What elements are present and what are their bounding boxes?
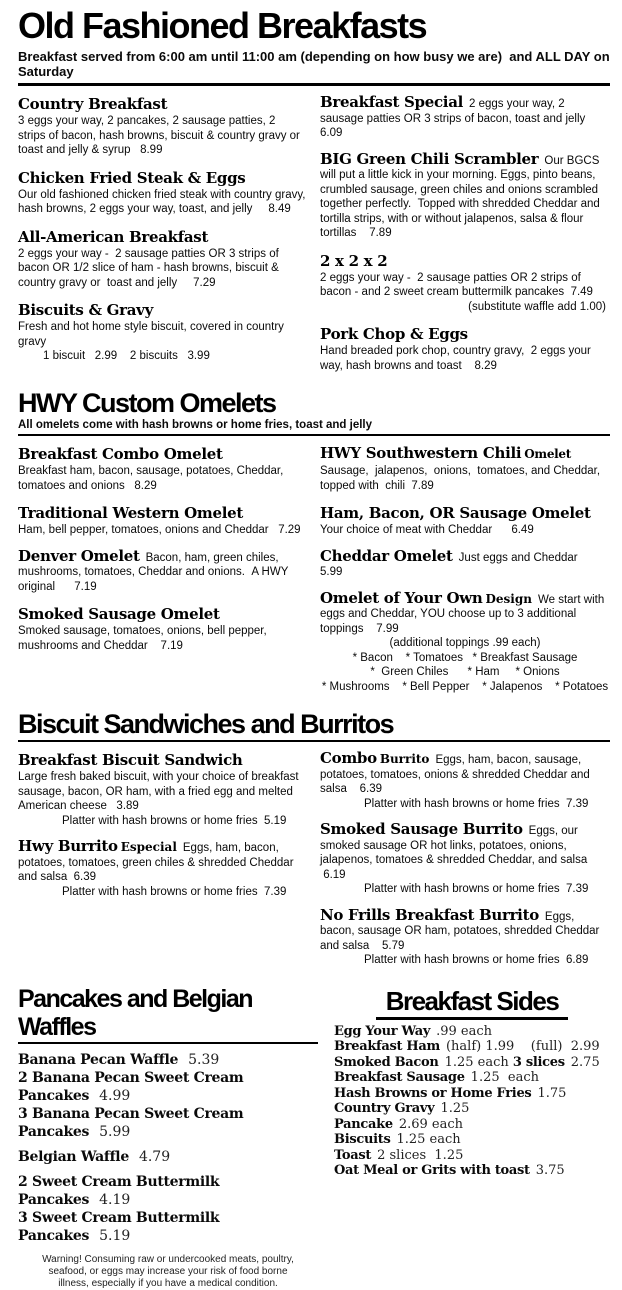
menu-item-breakfast-combo-omelet (18, 445, 306, 493)
omelets-section-subtitle: All omelets come with hash browns or home fries, toast and jelly (18, 419, 373, 431)
pancakes-section-title: Pancakes and Belgian Waffles (18, 984, 253, 1041)
item-desc: Bacon, ham, green chiles, mushrooms, tomatoes, Cheddar and onions. A HWY original 7.19 (18, 551, 289, 593)
health-warning: Warning! Consuming raw or undercooked meats, poultry, seafood, or eggs may increase your risk of food borne illness, especially if you have a medical condition. (42, 1253, 294, 1289)
section-divider (18, 83, 610, 86)
menu-item-denver-omelet (18, 546, 306, 595)
item-desc: Just eggs and Cheddar 5.99 (320, 551, 588, 578)
menu-item-chicken-fried-steak (18, 169, 306, 217)
item-desc: 2 eggs your way - 2 sausage patties OR 3 strips of bacon OR 1/2 slice of ham - hash browns, biscuit & country gravy or toast and jelly 7.29 (18, 247, 279, 289)
bottom-columns (18, 985, 610, 1290)
menu-item-southwestern-chili-omelet (320, 445, 610, 493)
page-tagline: Breakfast served from 6:00 am until 11:00 am (depending on how busy we are) and ALL DAY on Saturday (18, 49, 610, 79)
item-title-small: Omelet (524, 447, 572, 461)
item-desc: Smoked sausage, tomatoes, onions, bell pepper, mushrooms and Cheddar 7.19 (18, 625, 267, 652)
item-title: Country Breakfast (18, 95, 168, 113)
list-item (334, 1055, 610, 1071)
item-title: Smoked Sausage Omelet (18, 605, 220, 623)
item-price: (half) 1.99 (full) 2.99 (445, 1039, 600, 1054)
item-price-line: 1 biscuit 2.99 2 biscuits 3.99 (43, 350, 210, 362)
list-item (18, 1148, 318, 1166)
item-name: Belgian Waffle (18, 1148, 129, 1165)
item-name: 3 Sweet Cream Buttermilk Pancakes (18, 1209, 220, 1244)
item-text (320, 546, 610, 580)
list-item (18, 1069, 318, 1105)
item-title: Cheddar Omelet (320, 546, 453, 565)
item-platter: Platter with hash browns or home fries 7.39 (364, 883, 589, 895)
item-desc: 2 eggs your way, 2 sausage patties OR 3 strips of bacon, toast and jelly 6.09 (320, 98, 592, 139)
item-desc: Hand breaded pork chop, country gravy, 2 eggs your way, hash browns and toast 8.29 (320, 345, 591, 372)
item-desc: Large fresh baked biscuit, with your choice of breakfast sausage, bacon, OR ham, with a fried egg and melted American cheese 3.89 (18, 771, 299, 812)
item-name: Biscuits (334, 1132, 391, 1147)
item-title-row (320, 445, 610, 463)
sandwiches-columns (18, 751, 610, 979)
item-text (320, 95, 610, 141)
item-title: Smoked Sausage Burrito (320, 820, 523, 838)
item-desc: Eggs, ham, bacon, sausage, potatoes, tomatoes, onions & shredded Cheddar and salsa 6.39 (320, 754, 590, 795)
item-text (320, 751, 610, 797)
item-desc: Your choice of meat with Cheddar 6.49 (320, 524, 534, 536)
item-title: No Frills Breakfast Burrito (320, 905, 539, 924)
item-platter: Platter with hash browns or home fries 7.39 (62, 885, 287, 898)
item-price: 4.79 (138, 1148, 171, 1165)
menu-item-combo-burrito (320, 751, 610, 811)
item-price: 1.25 each (470, 1070, 539, 1085)
item-desc: Our old fashioned chicken fried steak with country gravy, hash browns, 2 eggs your way, toast, and jelly 8.49 (18, 188, 306, 215)
menu-item-no-frills-burrito (320, 905, 610, 968)
item-price: 1.25 (440, 1101, 470, 1116)
item-title: Breakfast Biscuit Sandwich (18, 751, 243, 769)
item-platter: Platter with hash browns or home fries 6.89 (364, 954, 589, 966)
menu-item-cheddar-omelet (320, 546, 610, 580)
item-title: Breakfast Combo Omelet (18, 445, 223, 463)
menu-item-ham-bacon-sausage-omelet (320, 504, 610, 538)
item-title-small: Burrito (379, 752, 430, 766)
sandwiches-section-title: Biscuit Sandwiches and Burritos (18, 709, 394, 739)
item-name: Country Gravy (334, 1101, 435, 1116)
list-item (334, 1148, 610, 1164)
menu-item-smoked-sausage-omelet (18, 605, 306, 653)
item-price: 3.75 (535, 1163, 565, 1178)
item-title: Denver Omelet (18, 546, 140, 565)
item-title-small: Especial (120, 840, 177, 854)
item-title: Pork Chop & Eggs (320, 325, 468, 343)
item-price: 2.69 each (398, 1116, 464, 1132)
breakfasts-left-column (18, 95, 306, 384)
item-name: Breakfast Ham (334, 1039, 440, 1054)
item-price: .99 each (436, 1023, 493, 1039)
item-name: 2 Banana Pecan Sweet Cream Pancakes (18, 1069, 244, 1104)
item-platter: Platter with hash browns or home fries 7.39 (364, 797, 589, 810)
item-text (320, 822, 610, 882)
list-item (334, 1132, 610, 1148)
list-item (334, 1086, 610, 1102)
item-title: Breakfast Special (320, 93, 464, 111)
item-desc: Our BGCS will put a little kick in your morning. Eggs, pinto beans, crumbled sausage, green chiles and onions scrambled together perfectly. Topped with shredded Cheddar and tortilla strips, with or without jalapenos, salsa & flour tortillas 7.89 (320, 154, 600, 239)
menu-item-traditional-western-omelet (18, 504, 306, 538)
toppings-line-3: * Mushrooms * Bell Pepper * Jalapenos * Potatoes (321, 680, 609, 693)
item-price: 1.75 (537, 1085, 567, 1101)
item-title-small: Design (485, 591, 532, 606)
omelets-right-column (320, 445, 610, 705)
menu-item-breakfast-biscuit-sandwich (18, 751, 306, 828)
menu-item-smoked-sausage-burrito (320, 822, 610, 897)
item-desc: We start with eggs and Cheddar, YOU choose up to 3 additional toppings 7.99 (320, 593, 605, 635)
item-desc: Eggs, bacon, sausage OR ham, potatoes, shredded Cheddar and salsa 5.79 (320, 910, 600, 952)
menu-item-country-breakfast (18, 95, 306, 158)
toppings-line-2: * Green Chiles * Ham * Onions (370, 666, 560, 678)
item-title: Omelet of Your Own (320, 588, 483, 607)
item-desc: Fresh and hot home style biscuit, covered in country gravy (18, 321, 284, 348)
item-text (320, 149, 610, 241)
section-divider (18, 1042, 318, 1044)
item-name: Toast (334, 1147, 372, 1163)
item-desc: Breakfast ham, bacon, sausage, potatoes, Cheddar, tomatoes and onions 8.29 (18, 465, 284, 492)
pancakes-group-2 (18, 1148, 318, 1166)
item-name: Egg Your Way (334, 1023, 431, 1039)
breakfasts-right-column (320, 95, 610, 384)
item-name-2: 3 slices (512, 1054, 565, 1070)
item-name: Breakfast Sausage (334, 1070, 465, 1085)
item-desc: Ham, bell pepper, tomatoes, onions and Cheddar 7.29 (18, 524, 301, 536)
menu-item-all-american (18, 228, 306, 291)
item-platter: Platter with hash browns or home fries 5.19 (62, 814, 287, 827)
sides-header-wrap (334, 987, 610, 1020)
list-item (334, 1163, 610, 1179)
list-item (334, 1024, 610, 1040)
item-title: Hwy Burrito (18, 837, 118, 855)
menu-item-omelet-own-design (320, 588, 610, 695)
list-item (334, 1039, 610, 1055)
item-name: 2 Sweet Cream Buttermilk Pancakes (18, 1173, 220, 1208)
item-desc: 3 eggs your way, 2 pancakes, 2 sausage patties, 2 strips of bacon, hash browns, biscuit & country gravy or toast and jelly & syrup 8.99 (18, 115, 300, 156)
item-price: 4.19 (99, 1191, 131, 1208)
list-item (18, 1051, 318, 1069)
menu-item-2x2x2 (320, 252, 610, 315)
pancakes-group-3 (18, 1173, 318, 1245)
item-price: 1.25 each (444, 1054, 509, 1070)
section-divider (18, 434, 610, 436)
item-name: Pancake (334, 1116, 393, 1132)
item-price: 1.25 each (396, 1132, 461, 1147)
item-title: Traditional Western Omelet (18, 504, 244, 522)
section-divider (18, 740, 610, 742)
item-price: 5.19 (99, 1227, 131, 1244)
item-title: 2 x 2 x 2 (320, 251, 388, 270)
sandwiches-right-column (320, 751, 610, 979)
item-price: 5.99 (99, 1123, 131, 1140)
breakfasts-columns (18, 95, 610, 384)
item-name: 3 Banana Pecan Sweet Cream Pancakes (18, 1105, 244, 1140)
item-price: 5.39 (188, 1051, 220, 1068)
pancakes-column (18, 985, 318, 1290)
menu-item-pork-chop-eggs (320, 325, 610, 373)
item-title: Combo (320, 749, 377, 767)
item-price: 4.99 (99, 1087, 131, 1104)
item-price-2: 2.75 (570, 1054, 600, 1070)
item-title: Biscuits & Gravy (18, 301, 153, 319)
pancakes-group-1 (18, 1051, 318, 1141)
item-note: (additional toppings .99 each) (389, 637, 541, 649)
sides-section-title: Breakfast Sides (376, 987, 569, 1020)
item-text (18, 839, 306, 885)
item-title: Chicken Fried Steak & Eggs (18, 168, 246, 187)
menu-item-biscuits-gravy (18, 301, 306, 364)
item-text (320, 905, 610, 954)
item-title: Ham, Bacon, OR Sausage Omelet (320, 504, 591, 522)
item-name: Smoked Bacon (334, 1054, 439, 1070)
omelets-section-title: HWY Custom Omelets (18, 388, 276, 418)
menu-item-hwy-burrito-especial (18, 839, 306, 899)
item-title: BIG Green Chili Scrambler (320, 149, 539, 168)
page-title: Old Fashioned Breakfasts (18, 5, 427, 46)
item-desc: Eggs, ham, bacon, potatoes, tomatoes, green chiles & shredded Cheddar and salsa 6.39 (18, 842, 294, 883)
item-name: Hash Browns or Home Fries (334, 1085, 532, 1101)
menu-item-breakfast-special (320, 95, 610, 141)
omelets-columns (18, 445, 610, 705)
item-price: 2 slices 1.25 (377, 1147, 464, 1163)
toppings-line-1: * Bacon * Tomatoes * Breakfast Sausage (352, 651, 578, 664)
menu-item-big-green-chili-scrambler (320, 149, 610, 241)
item-title: HWY Southwestern Chili (320, 444, 522, 462)
sides-column (334, 985, 610, 1290)
list-item (18, 1209, 318, 1245)
omelets-left-column (18, 445, 306, 705)
item-title: All-American Breakfast (18, 227, 209, 246)
list-item (334, 1117, 610, 1133)
item-desc: 2 eggs your way - 2 sausage patties OR 2 strips of bacon - and 2 sweet cream buttermilk pancakes 7.49 (320, 271, 593, 298)
item-desc: Sausage, jalapenos, onions, tomatoes, and Cheddar, topped with chili 7.89 (320, 465, 601, 492)
item-note: (substitute waffle add 1.00) (468, 300, 606, 313)
sandwiches-left-column (18, 751, 306, 979)
list-item (18, 1173, 318, 1209)
list-item (334, 1070, 610, 1086)
item-text (18, 546, 306, 595)
list-item (334, 1101, 610, 1117)
list-item (18, 1105, 318, 1141)
item-name: Banana Pecan Waffle (18, 1051, 179, 1068)
item-desc: Eggs, our smoked sausage OR hot links, potatoes, onions, jalapenos, tomatoes & shredded Cheddar, and salsa 6.19 (320, 825, 588, 881)
item-name: Oat Meal or Grits with toast (334, 1163, 530, 1178)
item-text (320, 588, 610, 637)
